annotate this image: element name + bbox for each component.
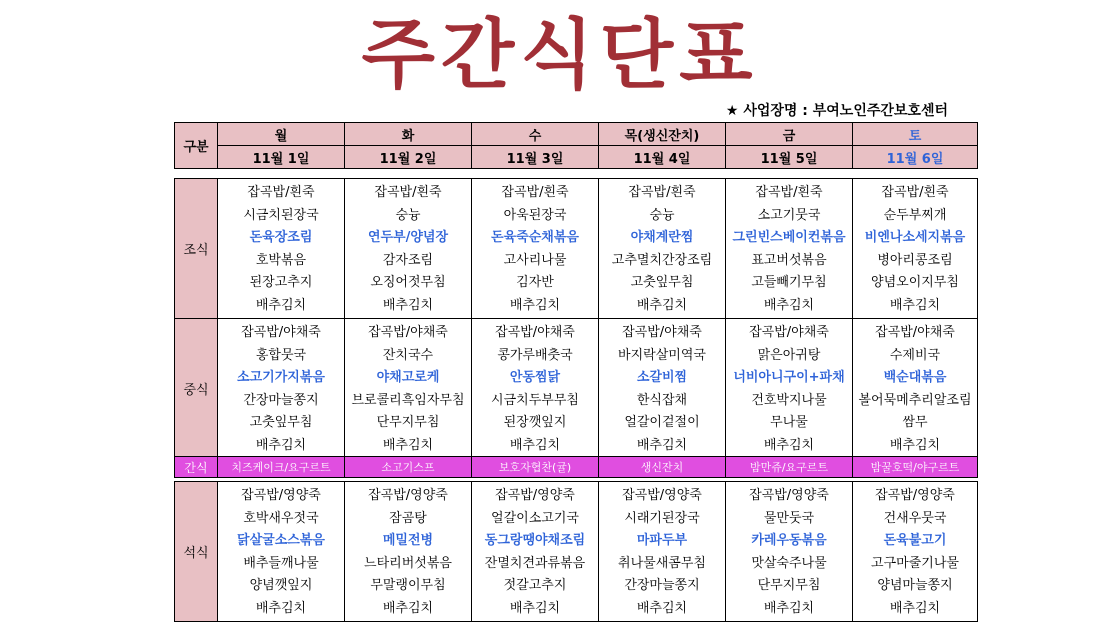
menu-item: 카레우동볶음 xyxy=(751,533,827,549)
day-menu-cell xyxy=(726,319,853,459)
day-menu-cell xyxy=(472,179,599,319)
menu-item: 배추김치 xyxy=(382,437,434,453)
day-menu-cell xyxy=(472,482,599,622)
menu-item: 너비아니구이+파채 xyxy=(733,370,845,386)
meal-block xyxy=(174,481,978,622)
menu-item: 간장마늘쫑지 xyxy=(624,578,700,594)
meal-block xyxy=(174,178,978,319)
menu-item: 호박볶음 xyxy=(255,252,307,268)
menu-item: 브로콜리흑임자무침 xyxy=(351,392,465,408)
menu-item: 배추김치 xyxy=(636,297,688,313)
menu-item: 소고기뭇국 xyxy=(757,207,821,223)
day-menu-cell xyxy=(345,319,472,459)
menu-item: 양념마늘쫑지 xyxy=(877,578,953,594)
menu-item: 잡곡밥/야채죽 xyxy=(749,325,829,340)
menu-item: 배추김치 xyxy=(382,600,434,616)
menu-item: 병아리콩조림 xyxy=(877,252,953,268)
day-name-tue: 화 xyxy=(345,123,472,146)
day-menu-cell xyxy=(853,482,978,622)
menu-item: 고추멸치간장조림 xyxy=(611,252,713,268)
menu-item: 잡곡밥/야채죽 xyxy=(495,325,575,340)
snack-item: 밤만쥬/요구르트 xyxy=(726,457,853,478)
day-name-thu: 목(생신잔치) xyxy=(599,123,726,146)
header-table xyxy=(174,122,978,169)
menu-item: 표고버섯볶음 xyxy=(751,252,827,268)
menu-item: 김자반 xyxy=(516,275,554,291)
menu-item: 순두부찌개 xyxy=(883,207,947,223)
menu-item: 배추김치 xyxy=(255,437,307,453)
menu-item: 건새우뭇국 xyxy=(883,510,947,526)
menu-item: 배추김치 xyxy=(889,297,941,313)
day-menu-cell xyxy=(853,179,978,319)
menu-item: 배추들깨나물 xyxy=(243,555,319,571)
menu-item: 배추김치 xyxy=(889,600,941,616)
menu-item: 잡곡밥/영양죽 xyxy=(368,488,448,503)
menu-item: 배추김치 xyxy=(509,437,561,453)
menu-item: 젓갈고추지 xyxy=(503,578,567,594)
menu-item: 한식잡채 xyxy=(636,392,688,408)
menu-item: 야채고로케 xyxy=(376,370,440,386)
menu-item: 메밀전병 xyxy=(382,533,434,549)
day-name-fri: 금 xyxy=(726,123,853,146)
day-menu-cell xyxy=(599,482,726,622)
meal-block xyxy=(174,318,978,459)
menu-item: 잡곡밥/야채죽 xyxy=(622,325,702,340)
day-menu-cell xyxy=(472,319,599,459)
menu-item: 단무지무침 xyxy=(376,415,440,431)
menu-item: 잠곰탕 xyxy=(389,510,427,526)
menu-item: 숭늉 xyxy=(395,207,421,223)
menu-item: 동그랑땡야채조림 xyxy=(484,533,586,549)
menu-item: 그린빈스베이컨볶음 xyxy=(732,230,846,246)
menu-item: 바지락살미역국 xyxy=(618,347,706,363)
menu-item: 안동찜닭 xyxy=(509,370,561,386)
snack-item: 보호자협찬(귤) xyxy=(472,457,599,478)
snack-row xyxy=(174,456,978,478)
menu-item: 잡곡밥/흰죽 xyxy=(247,185,315,200)
menu-item: 잔멸치견과류볶음 xyxy=(484,555,586,571)
menu-item: 잡곡밥/야채죽 xyxy=(241,325,321,340)
menu-item: 배추김치 xyxy=(255,297,307,313)
menu-item: 잡곡밥/영양죽 xyxy=(875,488,955,503)
menu-item: 된장고추지 xyxy=(249,275,313,291)
day-menu-cell xyxy=(218,179,345,319)
menu-item: 양념오이지무침 xyxy=(871,275,959,291)
day-date-tue: 11월 2일 xyxy=(345,146,472,169)
menu-item: 잔치국수 xyxy=(382,347,434,363)
snack-item: 치즈케이크/요구르트 xyxy=(218,457,345,478)
menu-item: 홍합뭇국 xyxy=(255,347,307,363)
meal-label: 석식 xyxy=(175,482,218,622)
day-date-mon: 11월 1일 xyxy=(218,146,345,169)
menu-item: 간장마늘쫑지 xyxy=(243,392,319,408)
menu-item: 잡곡밥/흰죽 xyxy=(755,185,823,200)
menu-item: 볼어묵메추리알조림 xyxy=(858,392,972,408)
day-menu-cell xyxy=(726,179,853,319)
menu-item: 감자조림 xyxy=(382,252,434,268)
menu-item: 건호박지나물 xyxy=(751,392,827,408)
menu-item: 배추김치 xyxy=(382,297,434,313)
day-name-wed: 수 xyxy=(472,123,599,146)
menu-item: 소갈비찜 xyxy=(636,370,688,386)
menu-item: 잡곡밥/영양죽 xyxy=(622,488,702,503)
day-menu-cell xyxy=(218,482,345,622)
day-menu-cell xyxy=(853,319,978,459)
day-menu-cell xyxy=(726,482,853,622)
menu-item: 돈육불고기 xyxy=(883,533,947,549)
meal-label: 조식 xyxy=(175,179,218,319)
menu-item: 잡곡밥/영양죽 xyxy=(495,488,575,503)
menu-item: 배추김치 xyxy=(889,437,941,453)
menu-item: 호박새우젓국 xyxy=(243,510,319,526)
menu-item: 배추김치 xyxy=(636,437,688,453)
snack-item: 밤꿀호떡/야구르트 xyxy=(853,457,978,478)
snack-label: 간식 xyxy=(175,457,218,478)
menu-item: 오징어젓무침 xyxy=(370,275,446,291)
menu-item: 무나물 xyxy=(770,415,808,431)
menu-item: 된장깻잎지 xyxy=(503,415,567,431)
day-menu-cell xyxy=(599,179,726,319)
menu-item: 콩가루배춧국 xyxy=(497,347,573,363)
menu-item: 맛살숙주나물 xyxy=(751,555,827,571)
menu-item: 고춧잎무침 xyxy=(630,275,694,291)
day-menu-cell xyxy=(345,179,472,319)
menu-item: 단무지무침 xyxy=(757,578,821,594)
menu-item: 잡곡밥/흰죽 xyxy=(881,185,949,200)
menu-item: 양념깻잎지 xyxy=(249,578,313,594)
day-date-fri: 11월 5일 xyxy=(726,146,853,169)
menu-item: 얼갈이겉절이 xyxy=(624,415,700,431)
menu-item: 연두부/양념장 xyxy=(367,230,449,246)
menu-item: 배추김치 xyxy=(763,600,815,616)
snack-item: 소고기스프 xyxy=(345,457,472,478)
menu-item: 시금치된장국 xyxy=(243,207,319,223)
menu-item: 잡곡밥/영양죽 xyxy=(749,488,829,503)
menu-item: 배추김치 xyxy=(509,600,561,616)
menu-item: 야채계란찜 xyxy=(630,230,694,246)
menu-item: 수제비국 xyxy=(889,347,941,363)
workplace-label: ★ 사업장명 : 부여노인주간보호센터 xyxy=(725,103,948,119)
menu-item: 잡곡밥/흰죽 xyxy=(501,185,569,200)
day-date-wed: 11월 3일 xyxy=(472,146,599,169)
menu-item: 소고기가지볶음 xyxy=(237,370,325,386)
day-name-sat: 토 xyxy=(853,123,978,146)
menu-item: 배추김치 xyxy=(763,437,815,453)
menu-item: 잡곡밥/흰죽 xyxy=(374,185,442,200)
menu-item: 배추김치 xyxy=(763,297,815,313)
menu-item: 닭살굴소스볶음 xyxy=(237,533,325,549)
day-menu-cell xyxy=(218,319,345,459)
menu-item: 백순대볶음 xyxy=(883,370,947,386)
menu-item: 숭늉 xyxy=(649,207,675,223)
menu-item: 고춧잎무침 xyxy=(249,415,313,431)
menu-item: 취나물새콤무침 xyxy=(618,555,706,571)
day-date-sat: 11월 6일 xyxy=(853,146,978,169)
menu-item: 배추김치 xyxy=(509,297,561,313)
menu-item: 아욱된장국 xyxy=(503,207,567,223)
menu-item: 얼갈이소고기국 xyxy=(491,510,579,526)
day-name-mon: 월 xyxy=(218,123,345,146)
day-menu-cell xyxy=(599,319,726,459)
menu-item: 잡곡밥/흰죽 xyxy=(628,185,696,200)
menu-item: 고구마줄기나물 xyxy=(871,555,959,571)
menu-item: 고들빼기무침 xyxy=(751,275,827,291)
menu-item: 비엔나소세지볶음 xyxy=(864,230,966,246)
snack-item: 생신잔치 xyxy=(599,457,726,478)
menu-item: 돈육장조림 xyxy=(249,230,313,246)
menu-item: 쌈무 xyxy=(902,415,928,431)
menu-item: 잡곡밥/영양죽 xyxy=(241,488,321,503)
menu-item: 물만둣국 xyxy=(763,510,815,526)
gubun-header: 구분 xyxy=(175,123,218,169)
menu-item: 마파두부 xyxy=(636,533,688,549)
menu-item: 배추김치 xyxy=(255,600,307,616)
meal-label: 중식 xyxy=(175,319,218,459)
day-date-thu: 11월 4일 xyxy=(599,146,726,169)
menu-item: 시금치두부무침 xyxy=(491,392,579,408)
menu-item: 무말랭이무침 xyxy=(370,578,446,594)
menu-item: 시래기된장국 xyxy=(624,510,700,526)
day-menu-cell xyxy=(345,482,472,622)
menu-item: 잡곡밥/야채죽 xyxy=(368,325,448,340)
menu-item: 배추김치 xyxy=(636,600,688,616)
menu-item: 맑은아귀탕 xyxy=(757,347,821,363)
menu-item: 고사리나물 xyxy=(503,252,567,268)
menu-item: 느타리버섯볶음 xyxy=(364,555,452,571)
page-title: 주간식단표 xyxy=(361,10,759,99)
menu-item: 잡곡밥/야채죽 xyxy=(875,325,955,340)
menu-item: 돈육죽순채볶음 xyxy=(491,230,579,246)
